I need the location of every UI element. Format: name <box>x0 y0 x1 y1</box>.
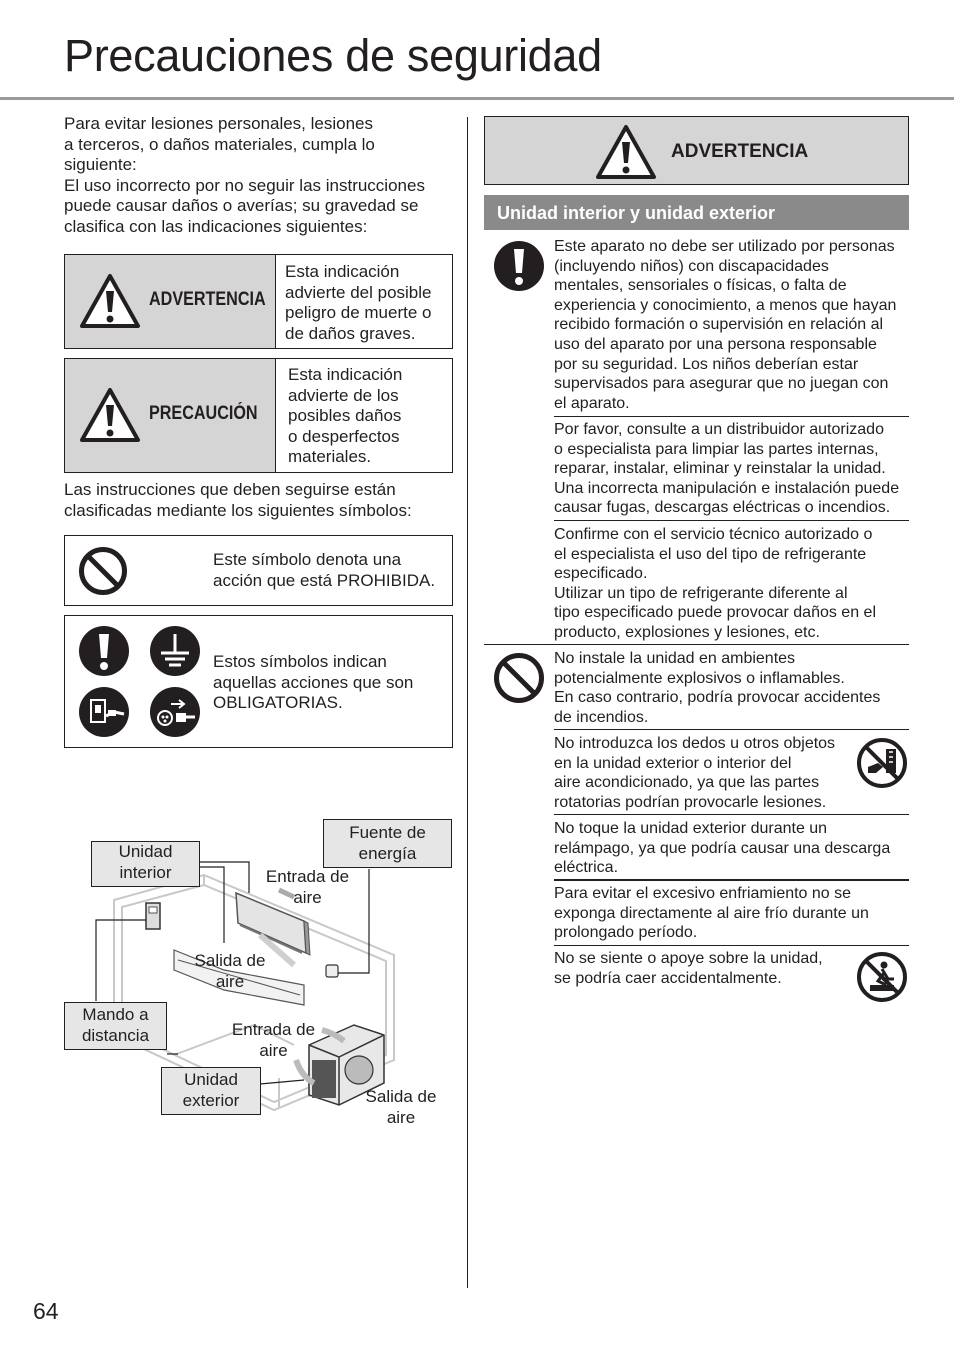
text-line: tipo especificado puede provocar daños en el <box>554 604 876 622</box>
text-line: experiencia y conocimiento, a menos que hayan <box>554 296 897 314</box>
mandatory-box <box>64 615 453 748</box>
label-entrada-aire-exterior <box>222 1020 325 1061</box>
text-line: en la unidad exterior o interior del <box>554 754 792 772</box>
text-line: Salida de <box>194 951 266 970</box>
text-line: causar fugas, descargas eléctricas o incendios. <box>554 499 891 517</box>
text-line: especificado. <box>554 565 648 583</box>
text-line: Por favor, consulte a un distribuidor autorizado <box>554 421 884 438</box>
text-line: aquellas acciones que son <box>213 672 414 692</box>
text-line: Estos símbolos indican <box>213 652 387 671</box>
text-line: rotatorias podrían provocarle lesiones. <box>554 793 827 811</box>
prohibited-icon <box>493 652 545 704</box>
column-divider <box>467 117 468 1288</box>
legend-caution-label-cell <box>65 359 276 472</box>
text-line: exterior <box>182 1090 240 1110</box>
mandatory-exclamation-icon <box>493 240 545 292</box>
label-mando-distancia <box>64 1002 167 1050</box>
prohibited-icon <box>78 546 128 596</box>
text-line: aire <box>293 887 322 907</box>
text-line: Utilizar un tipo de refrigerante diferente al <box>554 584 848 602</box>
separator <box>554 879 909 881</box>
text-line: OBLIGATORIAS. <box>213 693 343 712</box>
intro-line: a terceros, o daños materiales, cumpla lo <box>64 134 375 154</box>
right-warning-header <box>484 116 909 185</box>
text-line: Fuente de <box>349 823 426 842</box>
warning-item-5 <box>554 734 854 812</box>
text-line: Unidad <box>184 1070 238 1089</box>
text-line: Las instrucciones que deben seguirse están <box>64 480 396 499</box>
text-line: o especialista para limpiar las partes internas, <box>554 440 879 458</box>
title-rule <box>0 97 954 100</box>
text-line: materiales. <box>288 447 372 466</box>
legend-warning-label-cell <box>65 255 276 348</box>
text-line: recibido formación o supervisión en relación al <box>554 316 884 334</box>
warning-item-4 <box>554 649 910 727</box>
label-entrada-aire-interior <box>255 867 360 908</box>
text-line: mentales, sensoriales o físicas, o falta de <box>554 277 847 295</box>
page-title: Precauciones de seguridad <box>64 30 602 81</box>
power-plug-drawing <box>326 965 338 977</box>
prohibited-text <box>213 550 453 591</box>
text-line: interior <box>119 862 172 882</box>
warning-item-1 <box>554 237 910 413</box>
unplug-power-icon <box>149 686 201 738</box>
text-line: Mando a <box>82 1005 149 1024</box>
text-line: aire <box>386 1107 416 1127</box>
section-bar <box>484 195 909 230</box>
legend-caution-text <box>288 365 450 468</box>
text-line: No introduzca los dedos u otros objetos <box>554 735 836 752</box>
text-line: eléctrica. <box>554 859 619 877</box>
remote-control-drawing <box>146 903 160 929</box>
text-line: Entrada de <box>265 867 350 886</box>
warning-item-3 <box>554 525 910 643</box>
text-line: relámpago, ya que podría causar una descarga <box>554 839 891 857</box>
label-fuente-energia <box>323 819 452 868</box>
text-line: Esta indicación <box>288 365 403 384</box>
text-line: exponga directamente al aire frío durante un <box>554 904 869 922</box>
warning-item-7 <box>554 884 910 943</box>
label-salida-aire-interior <box>185 951 275 992</box>
text-line: advierte del posible <box>285 282 432 302</box>
text-line: (incluyendo niños) con discapacidades <box>554 257 829 275</box>
prohibited-box <box>64 535 453 606</box>
text-line: Unidad <box>118 842 173 861</box>
text-line: advierte de los <box>288 385 399 405</box>
text-line: Para evitar el excesivo enfriamiento no se <box>554 885 852 902</box>
text-line: o desperfectos <box>288 426 400 446</box>
text-line: el aparato. <box>554 394 630 412</box>
separator <box>554 416 909 417</box>
intro-paragraph <box>64 114 459 237</box>
legend-warning-box <box>64 254 453 349</box>
legend-warning-text <box>285 262 450 344</box>
text-line: de incendios. <box>554 708 649 726</box>
text-line: aire <box>215 971 245 991</box>
intro-line: El uso incorrecto por no seguir las instrucciones <box>64 175 425 195</box>
text-line: No se siente o apoye sobre la unidad, <box>554 950 823 967</box>
text-line: distancia <box>81 1025 150 1045</box>
mandatory-exclamation-icon <box>78 625 130 677</box>
separator <box>554 814 909 815</box>
warning-item-6 <box>554 819 910 878</box>
text-line: aire <box>259 1040 288 1060</box>
label-unidad-exterior <box>161 1067 261 1115</box>
separator <box>554 520 909 521</box>
right-warning-label: ADVERTENCIA <box>671 141 809 162</box>
text-line: se podría caer accidentalmente. <box>554 969 782 987</box>
text-line: aire acondicionado, ya que las partes <box>554 774 820 792</box>
page-number: 64 <box>33 1298 59 1324</box>
text-line: En caso contrario, podría provocar accidentes <box>554 689 881 707</box>
no-sitting-icon <box>856 951 908 1003</box>
text-line: por su seguridad. Los niños deberían estar <box>554 355 859 373</box>
warning-item-2 <box>554 420 910 518</box>
text-line: uso del aparato por una persona responsable <box>554 335 877 353</box>
text-line: No toque la unidad exterior durante un <box>554 820 828 837</box>
separator <box>554 729 909 730</box>
warning-item-8 <box>554 949 854 988</box>
text-line: Una incorrecta manipulación e instalación puede <box>554 479 900 497</box>
separator <box>484 644 909 645</box>
text-line: Confirme con el servicio técnico autorizado o <box>554 526 873 543</box>
unplug-wall-icon <box>78 686 130 738</box>
text-line: acción que está PROHIBIDA. <box>213 570 436 590</box>
text-line: peligro de muerte o <box>285 303 432 322</box>
text-line: Salida de <box>365 1087 437 1106</box>
text-line: producto, explosiones y lesiones, etc. <box>554 623 820 641</box>
text-line: el especialista el uso del tipo de refrigerante <box>554 545 867 563</box>
warning-triangle-icon <box>595 124 657 180</box>
text-line: clasificadas mediante los siguientes símbolos: <box>64 500 412 520</box>
label-salida-aire-exterior <box>356 1087 446 1128</box>
text-line: Esta indicación <box>285 262 400 281</box>
warning-triangle-icon <box>79 273 141 329</box>
intro-line: clasifica con las indicaciones siguientes: <box>64 216 368 236</box>
text-line: prolongado período. <box>554 924 698 942</box>
ground-earth-icon <box>149 625 201 677</box>
intro-line: siguiente: <box>64 155 137 174</box>
no-fingers-icon <box>856 737 908 789</box>
text-line: Este símbolo denota una <box>213 550 402 569</box>
intro-line: puede causar daños o averías; su gravedad se <box>64 196 419 215</box>
caution-triangle-icon <box>79 387 141 443</box>
text-line: supervisados para asegurar que no juegan con <box>554 375 889 393</box>
mandatory-text <box>213 652 453 714</box>
legend-caution-box <box>64 358 453 473</box>
label-unidad-interior <box>91 841 200 887</box>
legend-warning-label: ADVERTENCIA <box>149 289 266 310</box>
text-line: posibles daños <box>288 406 402 425</box>
text-line: energía <box>358 843 417 863</box>
legend-caution-label: PRECAUCIÓN <box>149 403 258 424</box>
intro-line: Para evitar lesiones personales, lesiones <box>64 114 374 133</box>
symbols-intro <box>64 480 459 521</box>
text-line: de daños graves. <box>285 323 416 343</box>
text-line: reparar, instalar, eliminar y reinstalar la unidad. <box>554 460 886 478</box>
text-line: No instale la unidad en ambientes <box>554 650 796 667</box>
text-line: potencialmente explosivos o inflamables. <box>554 669 845 687</box>
text-line: Entrada de <box>231 1020 316 1039</box>
section-title: Unidad interior y unidad exterior <box>497 203 776 223</box>
text-line: Este aparato no debe ser utilizado por personas <box>554 238 895 255</box>
separator <box>554 945 909 946</box>
